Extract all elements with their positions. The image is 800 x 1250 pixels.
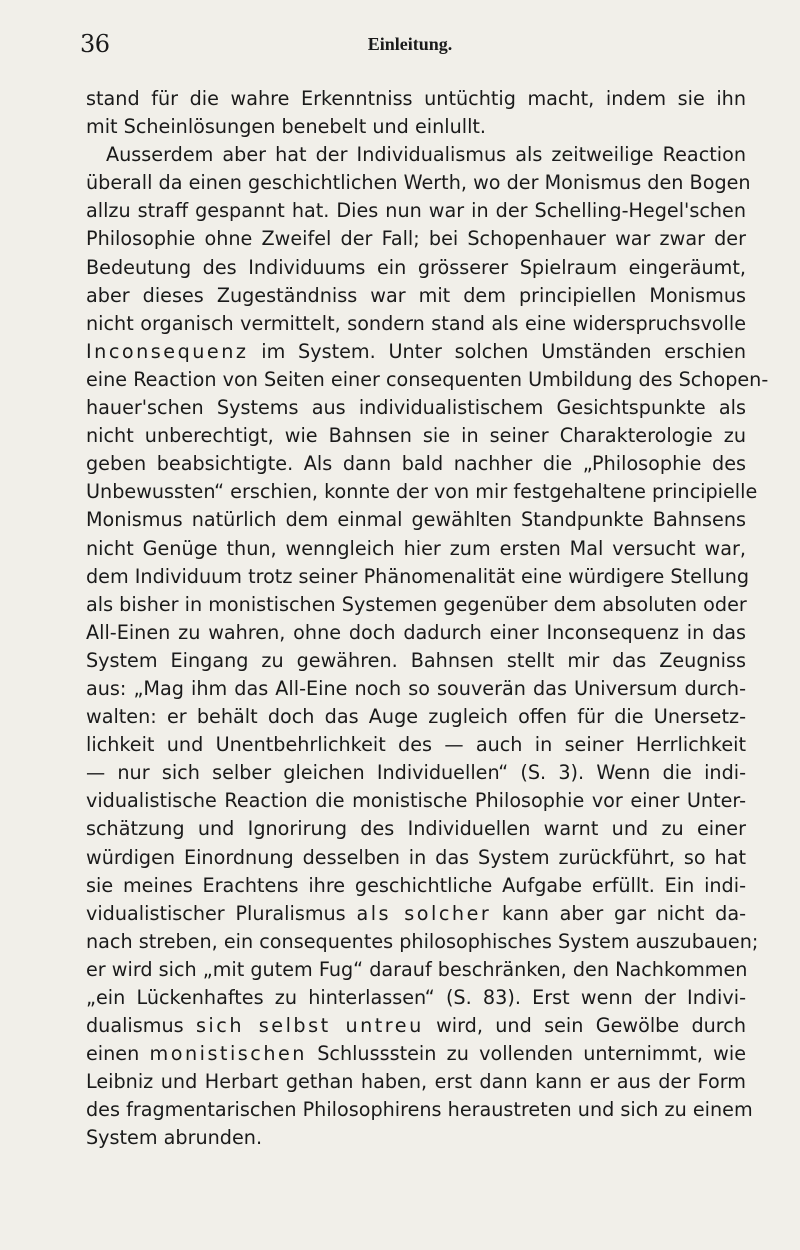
text-line: einen monistischen Schlussstein zu vollenden unternimmt, wie <box>86 1042 746 1066</box>
text-line: vidualistischer Pluralismus als solcher kann aber gar nicht da- <box>86 901 746 925</box>
text-line: lichkeit und Unentbehrlichkeit des — auch in seiner Herrlichkeit <box>86 733 746 757</box>
text-line: All-Einen zu wahren, ohne doch dadurch einer Inconsequenz in das <box>86 620 746 644</box>
text-line: dualismus sich selbst untreu wird, und sein Gewölbe durch <box>86 1014 746 1038</box>
body-text <box>86 85 769 1153</box>
text-line: Ausserdem aber hat der Individualismus als zeitweilige Reaction <box>106 143 746 167</box>
page-number: 36 <box>80 30 110 58</box>
text-line: mit Scheinlösungen benebelt und einlullt. <box>86 115 487 139</box>
text-line: — nur sich selber gleichen Individuellen“ (S. 3). Wenn die indi- <box>86 761 746 785</box>
text-line: geben beabsichtigte. Als dann bald nachher die „Philosophie des <box>86 452 746 476</box>
spaced-emphasis: Inconsequenz <box>86 339 249 363</box>
spaced-emphasis: sich selbst untreu <box>195 1014 424 1038</box>
text-line: Unbewussten“ erschien, konnte der von mir festgehaltene principielle <box>86 480 758 504</box>
spaced-emphasis: monistischen <box>149 1042 307 1066</box>
text-line: walten: er behält doch das Auge zugleich offen für die Unersetz- <box>86 705 746 729</box>
text-line: nicht organisch vermittelt, sondern stand als eine widerspruchsvolle <box>86 311 746 335</box>
text-line: dem Individuum trotz seiner Phänomenalität eine würdigere Stellung <box>86 564 750 588</box>
text-line: aus: „Mag ihm das All-Eine noch so souverän das Universum durch- <box>86 676 746 700</box>
text-line: „ein Lückenhaftes zu hinterlassen“ (S. 83). Erst wenn der Indivi- <box>86 986 746 1009</box>
text-line: hauer'schen Systems aus individualistischem Gesichtspunkte als <box>86 396 746 420</box>
text-line: sie meines Erachtens ihre geschichtliche Aufgabe erfüllt. Ein indi- <box>86 873 746 897</box>
text-line: er wird sich „mit gutem Fug“ darauf beschränken, den Nachkommen <box>86 957 748 981</box>
text-line: allzu straff gespannt hat. Dies nun war in der Schelling-Hegel'schen <box>86 199 746 223</box>
text-line: Monismus natürlich dem einmal gewählten Standpunkte Bahnsens <box>86 508 746 532</box>
page-header <box>80 20 740 60</box>
text-line: Bedeutung des Individuums ein grösserer Spielraum eingeräumt, <box>86 255 746 279</box>
text-line: des fragmentarischen Philosophirens heraustreten und sich zu einem <box>86 1098 753 1122</box>
text-line: stand für die wahre Erkenntniss untüchtig macht, indem sie ihn <box>86 87 746 110</box>
text-line: aber dieses Zugeständniss war mit dem principiellen Monismus <box>86 283 746 307</box>
text-line: nach streben, ein consequentes philosophisches System auszubauen; <box>86 929 759 953</box>
text-line: vidualistische Reaction die monistische Philosophie vor einer Unter- <box>86 789 746 813</box>
text-line: System abrunden. <box>86 1126 263 1150</box>
text-line: eine Reaction von Seiten einer consequenten Umbildung des Schopen- <box>86 367 769 391</box>
spaced-emphasis: als solcher <box>356 901 492 925</box>
text-line: Philosophie ohne Zweifel der Fall; bei Schopenhauer war zwar der <box>86 227 746 251</box>
running-head: Einleitung. <box>367 34 453 54</box>
text-line: nicht unberechtigt, wie Bahnsen sie in seiner Charakterologie zu <box>86 424 746 448</box>
text-line: Inconsequenz im System. Unter solchen Umständen erschien <box>86 339 746 363</box>
text-line: nicht Genüge thun, wenngleich hier zum ersten Mal versucht war, <box>86 536 746 560</box>
text-line: Leibniz und Herbart gethan haben, erst dann kann er aus der Form <box>86 1070 746 1094</box>
text-line: überall da einen geschichtlichen Werth, wo der Monismus den Bogen <box>86 171 751 195</box>
text-line: als bisher in monistischen Systemen gegenüber dem absoluten oder <box>86 592 747 616</box>
text-line: würdigen Einordnung desselben in das System zurückführt, so hat <box>86 845 746 869</box>
text-line: System Eingang zu gewähren. Bahnsen stellt mir das Zeugniss <box>86 648 746 672</box>
text-line: schätzung und Ignorirung des Individuellen warnt und zu einer <box>86 817 746 841</box>
